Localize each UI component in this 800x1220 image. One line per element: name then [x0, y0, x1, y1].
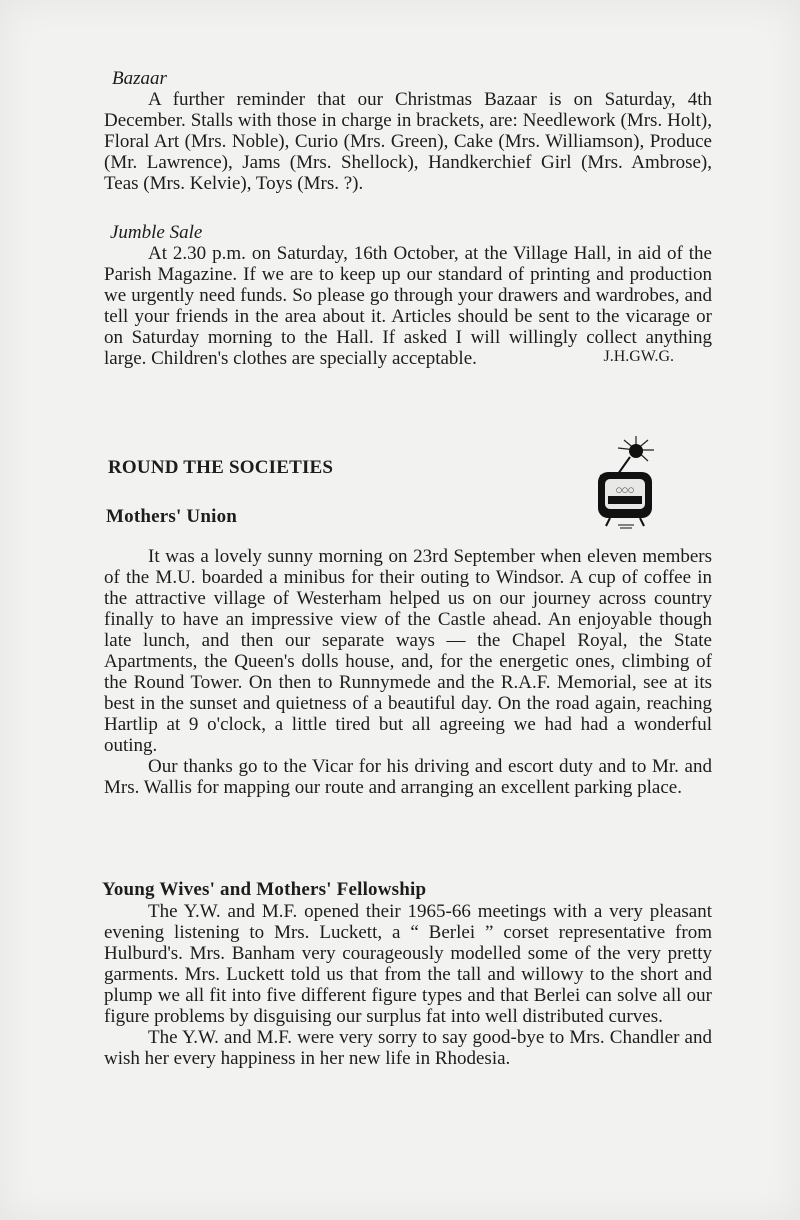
young-wives-paragraph-2: The Y.W. and M.F. were very sorry to say good-bye to Mrs. Chandler and wish her every happiness in her new life in Rhodesia. [104, 1027, 712, 1069]
jumble-sale-paragraph: At 2.30 p.m. on Saturday, 16th October, at the Village Hall, in aid of the Parish Magazine. If we are to keep up our standard of printing and production we urgently need funds. So please go through your drawers and wardrobes, and tell your friends in the area about it. Articles should be sent to the vicarage or on Saturday morning to the Hall. If asked I will willingly collect anything large. Children's clothes are specially acceptable. [104, 243, 712, 369]
bazaar-section [104, 68, 712, 194]
young-wives-paragraph-1: The Y.W. and M.F. opened their 1965-66 meetings with a very pleasant evening listening to Mrs. Luckett, a “ Berlei ” corset representative from Hulburd's. Mrs. Banham very courageously modelled some of the very pretty garments. Mrs. Luckett told us that from the tall and willowy to the short and plump we all fit into five different figure types and that Berlei can solve all our figure problems by disguising our surplus fat into well distributed curves. [104, 901, 712, 1027]
young-wives-heading: Young Wives' and Mothers' Fellowship [102, 879, 427, 900]
mothers-union-paragraph-2: Our thanks go to the Vicar for his driving and escort duty and to Mr. and Mrs. Wallis for mapping our route and arranging an excellent parking place. [104, 756, 712, 798]
svg-text:○○○: ○○○ [615, 486, 635, 494]
jumble-sale-section [104, 222, 712, 369]
bazaar-paragraph: A further reminder that our Christmas Bazaar is on Saturday, 4th December. Stalls with those in charge in brackets, are: Needlework (Mrs. Holt), Floral Art (Mrs. Noble), Curio (Mrs. Green), Cake (Mrs. Williamson), Produce (Mr. Lawrence), Jams (Mrs. Shellock), Handkerchief Girl (Mrs. Ambrose), Teas (Mrs. Kelvie), Toys (Mrs. ?). [104, 89, 712, 194]
mothers-union-paragraph-1: It was a lovely sunny morning on 23rd September when eleven members of the M.U. boarded a minibus for their outing to Windsor. A cup of coffee in the attractive village of Westerham helped us on our journey across country finally to have an impressive view of the Castle ahead. An enjoyable though late lunch, and then our separate ways — the Chapel Royal, the State Apartments, the Queen's dolls house, and, for the energetic ones, climbing of the Round Tower. On then to Runnymede and the R.A.F. Memorial, see at its best in the sunset and quietness of a beautiful day. On the road again, reaching Hartlip at 9 o'clock, a little tired but all agreeing we had had a wonderful outing. [104, 546, 712, 756]
bazaar-heading: Bazaar [112, 68, 167, 89]
mothers-union-section [104, 506, 712, 798]
jumble-sale-heading: Jumble Sale [110, 222, 203, 243]
young-wives-section [104, 879, 712, 1069]
signature: J.H.GW.G. [603, 348, 674, 365]
societies-heading: ROUND THE SOCIETIES [108, 457, 334, 478]
mothers-union-heading: Mothers' Union [106, 506, 238, 527]
